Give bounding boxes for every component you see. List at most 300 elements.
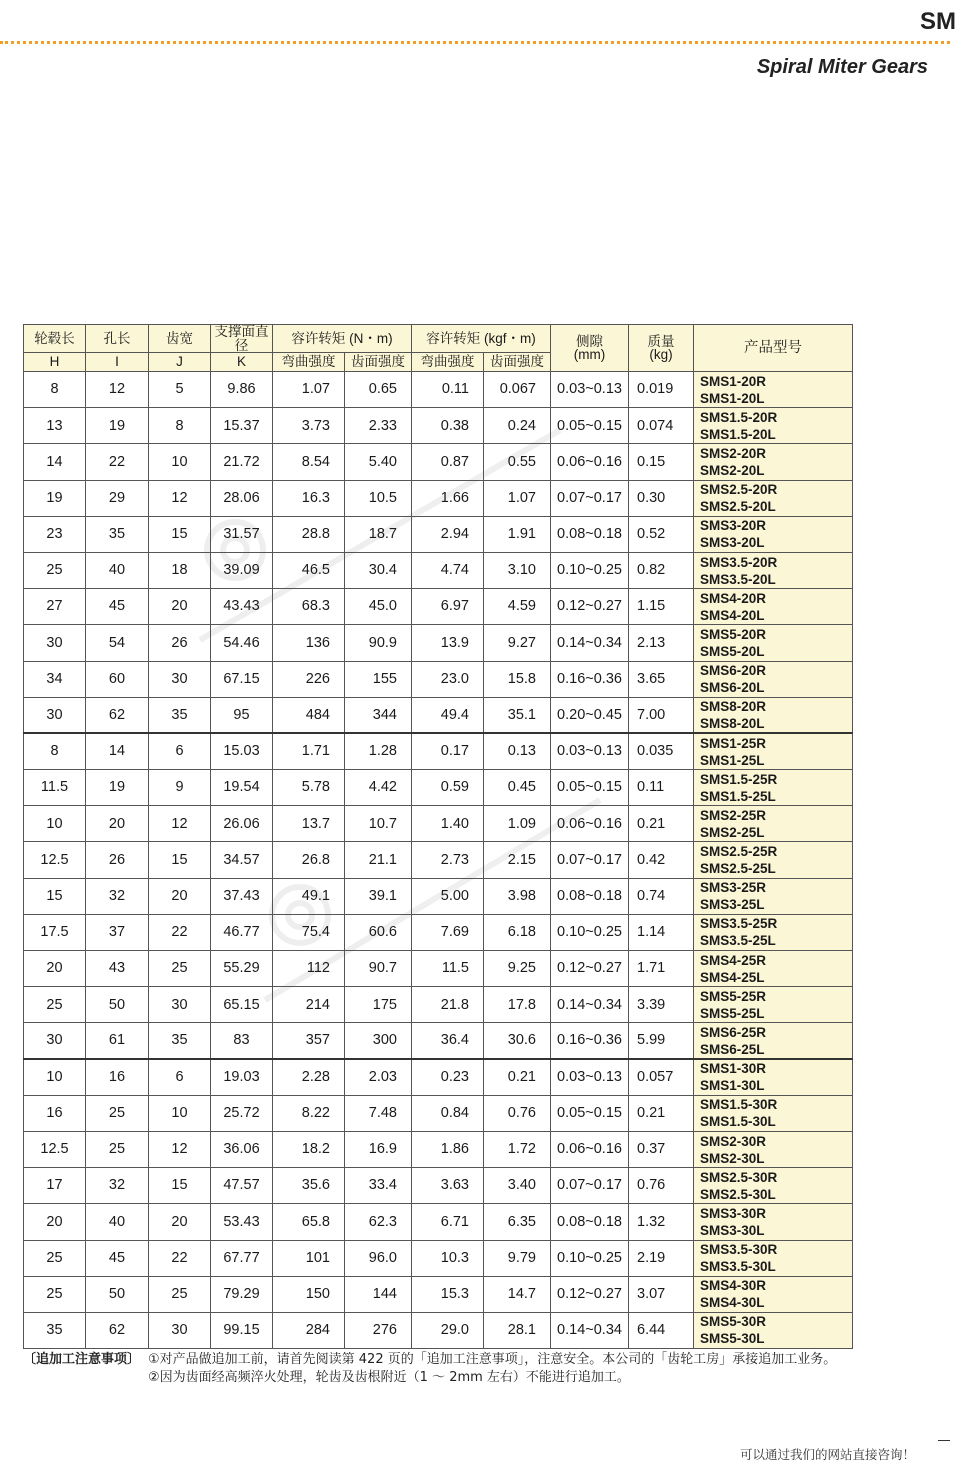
cell-bl: 0.20~0.45 (551, 697, 629, 733)
cell-I: 40 (86, 1204, 149, 1240)
cell-I: 50 (86, 1276, 149, 1312)
header-model: 产品型号 (694, 325, 853, 372)
cell-K: 99.15 (211, 1312, 273, 1348)
table-row (24, 625, 853, 661)
cell-bl: 0.05~0.15 (551, 408, 629, 444)
table-row (24, 914, 853, 950)
model-left-hand: SMS3.5-30L (700, 1259, 776, 1275)
cell-m: 0.30 (629, 480, 694, 516)
cell-m: 0.057 (629, 1059, 694, 1095)
cell-m: 1.15 (629, 589, 694, 625)
header-torque-nm: 容许转矩 (N・m) (273, 325, 412, 353)
cell-I: 61 (86, 1023, 149, 1059)
cell-tn_b: 226 (273, 661, 345, 697)
cell-m: 0.035 (629, 733, 694, 769)
cell-J: 18 (149, 552, 211, 588)
cell-tn_f: 144 (345, 1276, 412, 1312)
cell-tk_f: 0.13 (484, 733, 551, 769)
top-dotted-rule (0, 41, 950, 44)
cell-tn_f: 45.0 (345, 589, 412, 625)
cell-tn_b: 49.1 (273, 878, 345, 914)
header-H-sym: H (24, 353, 86, 372)
cell-J: 8 (149, 408, 211, 444)
cell-H: 8 (24, 733, 86, 769)
cell-I: 25 (86, 1095, 149, 1131)
cell-J: 30 (149, 987, 211, 1023)
cell-tn_b: 112 (273, 951, 345, 987)
model-left-hand: SMS1.5-30L (700, 1114, 776, 1130)
cell-K: 95 (211, 697, 273, 733)
cell-K: 54.46 (211, 625, 273, 661)
cell-H: 10 (24, 1059, 86, 1095)
cell-tk_b: 4.74 (412, 552, 484, 588)
cell-tk_b: 7.69 (412, 914, 484, 950)
cell-H: 27 (24, 589, 86, 625)
cell-tk_f: 0.21 (484, 1059, 551, 1095)
cell-tk_b: 23.0 (412, 661, 484, 697)
cell-m: 7.00 (629, 697, 694, 733)
header-K-sym: K (211, 353, 273, 372)
table-row (24, 1059, 853, 1095)
table-row (24, 1276, 853, 1312)
cell-tk_b: 6.97 (412, 589, 484, 625)
header-I-sym: I (86, 353, 149, 372)
model-left-hand: SMS3.5-25L (700, 933, 776, 949)
model-left-hand: SMS3.5-20L (700, 571, 776, 587)
model-left-hand: SMS8-20L (700, 716, 765, 732)
cell-bl: 0.14~0.34 (551, 625, 629, 661)
cell-I: 26 (86, 842, 149, 878)
cell-tk_b: 29.0 (412, 1312, 484, 1348)
top-bar (0, 0, 956, 44)
cell-m: 0.074 (629, 408, 694, 444)
cell-J: 20 (149, 589, 211, 625)
model-left-hand: SMS2-20L (700, 462, 765, 478)
table-row (24, 661, 853, 697)
cell-tn_b: 16.3 (273, 480, 345, 516)
cell-tn_b: 136 (273, 625, 345, 661)
cell-model (694, 770, 853, 806)
cell-tk_b: 0.17 (412, 733, 484, 769)
model-left-hand: SMS6-25L (700, 1041, 765, 1057)
cell-model (694, 480, 853, 516)
model-left-hand: SMS1.5-25L (700, 788, 776, 804)
cell-model (694, 444, 853, 480)
cell-tk_b: 6.71 (412, 1204, 484, 1240)
cell-tn_b: 1.07 (273, 372, 345, 408)
cell-tk_f: 1.09 (484, 806, 551, 842)
cell-m: 0.74 (629, 878, 694, 914)
model-left-hand: SMS1-25L (700, 752, 765, 768)
cell-bl: 0.08~0.18 (551, 1204, 629, 1240)
cell-tk_f: 0.45 (484, 770, 551, 806)
cell-model (694, 589, 853, 625)
cell-K: 79.29 (211, 1276, 273, 1312)
model-left-hand: SMS5-20L (700, 643, 765, 659)
cell-tn_f: 16.9 (345, 1131, 412, 1167)
cell-tk_f: 2.15 (484, 842, 551, 878)
cell-tn_f: 155 (345, 661, 412, 697)
cell-bl: 0.12~0.27 (551, 951, 629, 987)
cell-J: 6 (149, 1059, 211, 1095)
cell-J: 22 (149, 914, 211, 950)
cell-H: 34 (24, 661, 86, 697)
cell-tk_b: 2.94 (412, 516, 484, 552)
model-left-hand: SMS5-25L (700, 1005, 765, 1021)
model-right-hand: SMS5-20R (700, 626, 767, 642)
cell-tk_b: 10.3 (412, 1240, 484, 1276)
cell-K: 67.15 (211, 661, 273, 697)
cell-tk_f: 9.27 (484, 625, 551, 661)
cell-tk_b: 0.38 (412, 408, 484, 444)
table-row (24, 733, 853, 769)
cell-J: 35 (149, 1023, 211, 1059)
cell-m: 5.99 (629, 1023, 694, 1059)
cell-J: 5 (149, 372, 211, 408)
cell-tn_f: 33.4 (345, 1168, 412, 1204)
cell-I: 40 (86, 552, 149, 588)
cell-H: 8 (24, 372, 86, 408)
cell-K: 36.06 (211, 1131, 273, 1167)
model-right-hand: SMS2.5-20R (700, 482, 778, 498)
model-left-hand: SMS3-30L (700, 1222, 765, 1238)
cell-tn_b: 101 (273, 1240, 345, 1276)
cell-tn_f: 10.5 (345, 480, 412, 516)
cell-tk_f: 0.76 (484, 1095, 551, 1131)
cell-tn_f: 39.1 (345, 878, 412, 914)
model-right-hand: SMS1.5-30R (700, 1097, 778, 1113)
cell-tn_b: 65.8 (273, 1204, 345, 1240)
cell-model (694, 1204, 853, 1240)
model-right-hand: SMS2.5-30R (700, 1169, 778, 1185)
header-torque-nm-bend: 弯曲强度 (273, 353, 345, 372)
cell-I: 45 (86, 589, 149, 625)
cell-tn_b: 8.22 (273, 1095, 345, 1131)
model-right-hand: SMS1-25R (700, 735, 767, 751)
cell-K: 21.72 (211, 444, 273, 480)
cell-K: 19.54 (211, 770, 273, 806)
header-backlash-cn: 侧隙 (576, 333, 603, 349)
header-I-cn: 孔长 (86, 325, 149, 353)
cell-model (694, 1095, 853, 1131)
table-row (24, 770, 853, 806)
model-right-hand: SMS3-20R (700, 518, 767, 534)
cell-tn_b: 8.54 (273, 444, 345, 480)
model-right-hand: SMS1-30R (700, 1061, 767, 1077)
cell-H: 23 (24, 516, 86, 552)
cell-tn_b: 13.7 (273, 806, 345, 842)
cell-bl: 0.12~0.27 (551, 589, 629, 625)
cell-I: 14 (86, 733, 149, 769)
cell-K: 67.77 (211, 1240, 273, 1276)
cell-bl: 0.05~0.15 (551, 1095, 629, 1131)
cell-J: 30 (149, 661, 211, 697)
cell-tn_f: 90.9 (345, 625, 412, 661)
model-right-hand: SMS2-30R (700, 1133, 767, 1149)
cell-tk_b: 1.86 (412, 1131, 484, 1167)
cell-I: 16 (86, 1059, 149, 1095)
cell-K: 25.72 (211, 1095, 273, 1131)
notes-label: 〔追加工注意事项〕 (23, 1352, 141, 1367)
cell-m: 0.019 (629, 372, 694, 408)
cell-J: 12 (149, 480, 211, 516)
model-right-hand: SMS8-20R (700, 699, 767, 715)
cell-I: 32 (86, 1168, 149, 1204)
cell-H: 25 (24, 1276, 86, 1312)
cell-tk_f: 4.59 (484, 589, 551, 625)
cell-K: 65.15 (211, 987, 273, 1023)
model-left-hand: SMS2.5-20L (700, 499, 776, 515)
cell-I: 50 (86, 987, 149, 1023)
cell-tn_b: 5.78 (273, 770, 345, 806)
footer-text: 可以通过我们的网站直接咨询！ (739, 1447, 915, 1462)
cell-tn_f: 344 (345, 697, 412, 733)
cell-bl: 0.16~0.36 (551, 1023, 629, 1059)
model-right-hand: SMS5-25R (700, 988, 767, 1004)
table-row (24, 1312, 853, 1348)
cell-model (694, 625, 853, 661)
cell-K: 26.06 (211, 806, 273, 842)
cell-bl: 0.03~0.13 (551, 372, 629, 408)
cell-bl: 0.16~0.36 (551, 661, 629, 697)
cell-tk_b: 0.23 (412, 1059, 484, 1095)
table-row (24, 697, 853, 733)
cell-tk_b: 21.8 (412, 987, 484, 1023)
header-torque-kgf: 容许转矩 (kgf・m) (412, 325, 551, 353)
model-right-hand: SMS2-25R (700, 807, 767, 823)
table-row (24, 589, 853, 625)
cell-J: 15 (149, 1168, 211, 1204)
cell-H: 20 (24, 951, 86, 987)
cell-model (694, 1312, 853, 1348)
cell-J: 12 (149, 1131, 211, 1167)
cell-model (694, 1276, 853, 1312)
model-left-hand: SMS2.5-30L (700, 1186, 776, 1202)
cell-m: 0.15 (629, 444, 694, 480)
cell-model (694, 878, 853, 914)
cell-tk_b: 0.59 (412, 770, 484, 806)
cell-tn_b: 214 (273, 987, 345, 1023)
model-left-hand: SMS1-20L (700, 390, 765, 406)
model-right-hand: SMS1.5-25R (700, 771, 778, 787)
cell-J: 26 (149, 625, 211, 661)
notes-items (148, 1351, 836, 1387)
table-row (24, 1168, 853, 1204)
cell-tk_b: 49.4 (412, 697, 484, 733)
cell-tn_b: 18.2 (273, 1131, 345, 1167)
model-left-hand: SMS5-30L (700, 1331, 765, 1347)
cell-bl: 0.10~0.25 (551, 552, 629, 588)
cell-m: 2.13 (629, 625, 694, 661)
cell-K: 34.57 (211, 842, 273, 878)
cell-tk_f: 28.1 (484, 1312, 551, 1348)
cell-K: 9.86 (211, 372, 273, 408)
cell-tn_b: 284 (273, 1312, 345, 1348)
cell-tn_f: 30.4 (345, 552, 412, 588)
cell-H: 14 (24, 444, 86, 480)
cell-tk_b: 15.3 (412, 1276, 484, 1312)
cell-model (694, 1240, 853, 1276)
cell-I: 25 (86, 1131, 149, 1167)
cell-bl: 0.10~0.25 (551, 914, 629, 950)
table-row (24, 516, 853, 552)
model-right-hand: SMS6-25R (700, 1024, 767, 1040)
cell-m: 0.76 (629, 1168, 694, 1204)
cell-J: 15 (149, 842, 211, 878)
cell-tn_b: 46.5 (273, 552, 345, 588)
model-right-hand: SMS2.5-25R (700, 844, 778, 860)
cell-H: 25 (24, 552, 86, 588)
cell-bl: 0.03~0.13 (551, 1059, 629, 1095)
table-row (24, 842, 853, 878)
cell-tn_b: 26.8 (273, 842, 345, 878)
cell-J: 22 (149, 1240, 211, 1276)
cell-I: 43 (86, 951, 149, 987)
cell-model (694, 516, 853, 552)
cell-I: 37 (86, 914, 149, 950)
header-H-cn: 轮毂长 (24, 325, 86, 353)
cell-tn_b: 150 (273, 1276, 345, 1312)
cell-model (694, 806, 853, 842)
cell-m: 0.21 (629, 806, 694, 842)
cell-J: 35 (149, 697, 211, 733)
cell-m: 2.19 (629, 1240, 694, 1276)
table-row (24, 444, 853, 480)
cell-tk_f: 3.40 (484, 1168, 551, 1204)
cell-bl: 0.06~0.16 (551, 1131, 629, 1167)
cell-I: 60 (86, 661, 149, 697)
cell-tn_b: 28.8 (273, 516, 345, 552)
cell-H: 13 (24, 408, 86, 444)
cell-tn_f: 10.7 (345, 806, 412, 842)
cell-model (694, 1059, 853, 1095)
cell-m: 3.07 (629, 1276, 694, 1312)
cell-tk_f: 6.35 (484, 1204, 551, 1240)
cell-model (694, 661, 853, 697)
cell-tn_b: 2.28 (273, 1059, 345, 1095)
cell-tn_f: 90.7 (345, 951, 412, 987)
cell-model (694, 552, 853, 588)
model-right-hand: SMS4-30R (700, 1278, 767, 1294)
model-right-hand: SMS1-20R (700, 373, 767, 389)
cell-tn_b: 484 (273, 697, 345, 733)
model-right-hand: SMS2-20R (700, 445, 767, 461)
cell-H: 35 (24, 1312, 86, 1348)
cell-K: 28.06 (211, 480, 273, 516)
cell-tn_f: 1.28 (345, 733, 412, 769)
model-left-hand: SMS1-30L (700, 1078, 765, 1094)
cell-J: 25 (149, 1276, 211, 1312)
cell-tn_f: 21.1 (345, 842, 412, 878)
cell-bl: 0.14~0.34 (551, 1312, 629, 1348)
cell-H: 15 (24, 878, 86, 914)
cell-m: 0.37 (629, 1131, 694, 1167)
cell-I: 29 (86, 480, 149, 516)
cell-J: 20 (149, 878, 211, 914)
cell-tk_f: 30.6 (484, 1023, 551, 1059)
cell-K: 46.77 (211, 914, 273, 950)
cell-K: 31.57 (211, 516, 273, 552)
cell-tk_f: 35.1 (484, 697, 551, 733)
cell-tk_b: 36.4 (412, 1023, 484, 1059)
cell-tn_b: 1.71 (273, 733, 345, 769)
table-row (24, 372, 853, 408)
cell-J: 15 (149, 516, 211, 552)
cell-bl: 0.06~0.16 (551, 444, 629, 480)
cell-tk_b: 0.84 (412, 1095, 484, 1131)
header-backlash-unit: (mm) (573, 347, 606, 362)
header-K-cn: 支撑面直径 (211, 325, 273, 353)
cell-tk_b: 5.00 (412, 878, 484, 914)
cell-K: 47.57 (211, 1168, 273, 1204)
cell-H: 17 (24, 1168, 86, 1204)
cell-tn_f: 60.6 (345, 914, 412, 950)
cell-bl: 0.05~0.15 (551, 770, 629, 806)
cell-tn_b: 35.6 (273, 1168, 345, 1204)
cell-tn_f: 18.7 (345, 516, 412, 552)
cell-tk_f: 1.72 (484, 1131, 551, 1167)
cell-m: 1.71 (629, 951, 694, 987)
cell-H: 12.5 (24, 842, 86, 878)
cell-bl: 0.06~0.16 (551, 806, 629, 842)
cell-J: 10 (149, 1095, 211, 1131)
cell-J: 12 (149, 806, 211, 842)
table-row (24, 1240, 853, 1276)
cell-tk_f: 6.18 (484, 914, 551, 950)
cell-tn_f: 175 (345, 987, 412, 1023)
cell-K: 15.37 (211, 408, 273, 444)
model-right-hand: SMS3.5-25R (700, 916, 778, 932)
cell-model (694, 951, 853, 987)
note-item-1: ①对产品做追加工前，请首先阅读第 422 页的「追加工注意事项」，注意安全。本公司的「齿轮工房」承接追加工业务。 (148, 1352, 837, 1367)
cell-tk_f: 0.067 (484, 372, 551, 408)
cell-H: 30 (24, 697, 86, 733)
cell-bl: 0.07~0.17 (551, 480, 629, 516)
cell-tn_f: 96.0 (345, 1240, 412, 1276)
cell-H: 20 (24, 1204, 86, 1240)
header-torque-kgf-bend: 弯曲强度 (412, 353, 484, 372)
table-row (24, 1204, 853, 1240)
cell-tk_f: 0.55 (484, 444, 551, 480)
model-left-hand: SMS3-25L (700, 897, 765, 913)
cell-K: 53.43 (211, 1204, 273, 1240)
cell-model (694, 914, 853, 950)
model-left-hand: SMS4-20L (700, 607, 765, 623)
cell-tn_b: 75.4 (273, 914, 345, 950)
cell-I: 54 (86, 625, 149, 661)
cell-H: 25 (24, 987, 86, 1023)
table-row (24, 1131, 853, 1167)
cell-tk_f: 15.8 (484, 661, 551, 697)
cell-m: 6.44 (629, 1312, 694, 1348)
cell-I: 20 (86, 806, 149, 842)
cell-tn_f: 5.40 (345, 444, 412, 480)
cell-tk_b: 3.63 (412, 1168, 484, 1204)
cell-tn_f: 0.65 (345, 372, 412, 408)
cell-tn_f: 276 (345, 1312, 412, 1348)
cell-tk_f: 9.25 (484, 951, 551, 987)
header-backlash (551, 325, 629, 372)
cell-tk_f: 0.24 (484, 408, 551, 444)
cell-model (694, 1131, 853, 1167)
cell-tn_f: 4.42 (345, 770, 412, 806)
cell-model (694, 1168, 853, 1204)
cell-tn_b: 357 (273, 1023, 345, 1059)
footer-rule (938, 1440, 950, 1441)
cell-I: 62 (86, 1312, 149, 1348)
table-row (24, 480, 853, 516)
model-right-hand: SMS3.5-20R (700, 554, 778, 570)
